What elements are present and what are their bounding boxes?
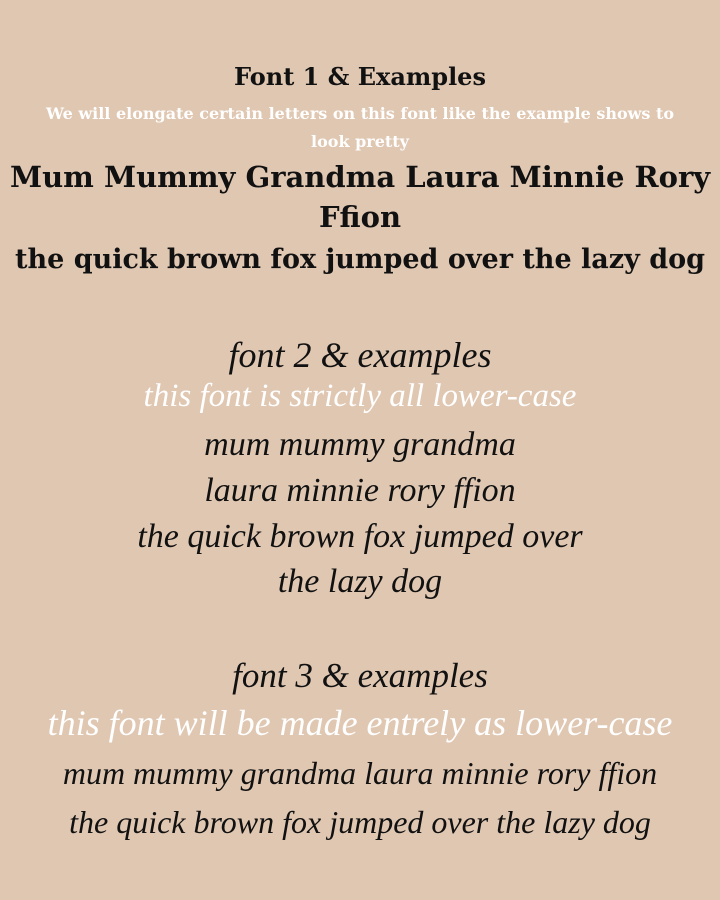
font-3-names: mum mummy grandma laura minnie rory ffion — [62, 755, 658, 791]
font-1-names-line-2: Ffion — [318, 200, 402, 234]
font-3-title: font 3 & examples — [232, 656, 488, 695]
font-3-pangram: the quick brown fox jumped over the lazy dog — [69, 804, 651, 840]
font-2-names-line-2: laura minnie rory ffion — [204, 472, 516, 509]
font-2-names-line-1: mum mummy grandma — [204, 426, 516, 463]
font-3-note: this font will be made entrely as lower-case — [47, 703, 673, 743]
font-2-title: font 2 & examples — [228, 335, 492, 375]
font-1-note-line-1: We will elongate certain letters on this font like the example shows to — [45, 104, 675, 123]
font-2-pangram-line-1: the quick brown fox jumped over — [137, 518, 583, 555]
font-1-names-line-1: Mum Mummy Grandma Laura Minnie Rory — [10, 160, 711, 194]
font-2-pangram-line-2: the lazy dog — [277, 563, 443, 600]
font-2-note: this font is strictly all lower-case — [143, 378, 577, 414]
font-1-pangram: the quick brown fox jumped over the lazy dog — [15, 244, 705, 275]
font-1-note-line-2: look pretty — [311, 132, 409, 151]
font-1-title: Font 1 & Examples — [234, 62, 486, 91]
